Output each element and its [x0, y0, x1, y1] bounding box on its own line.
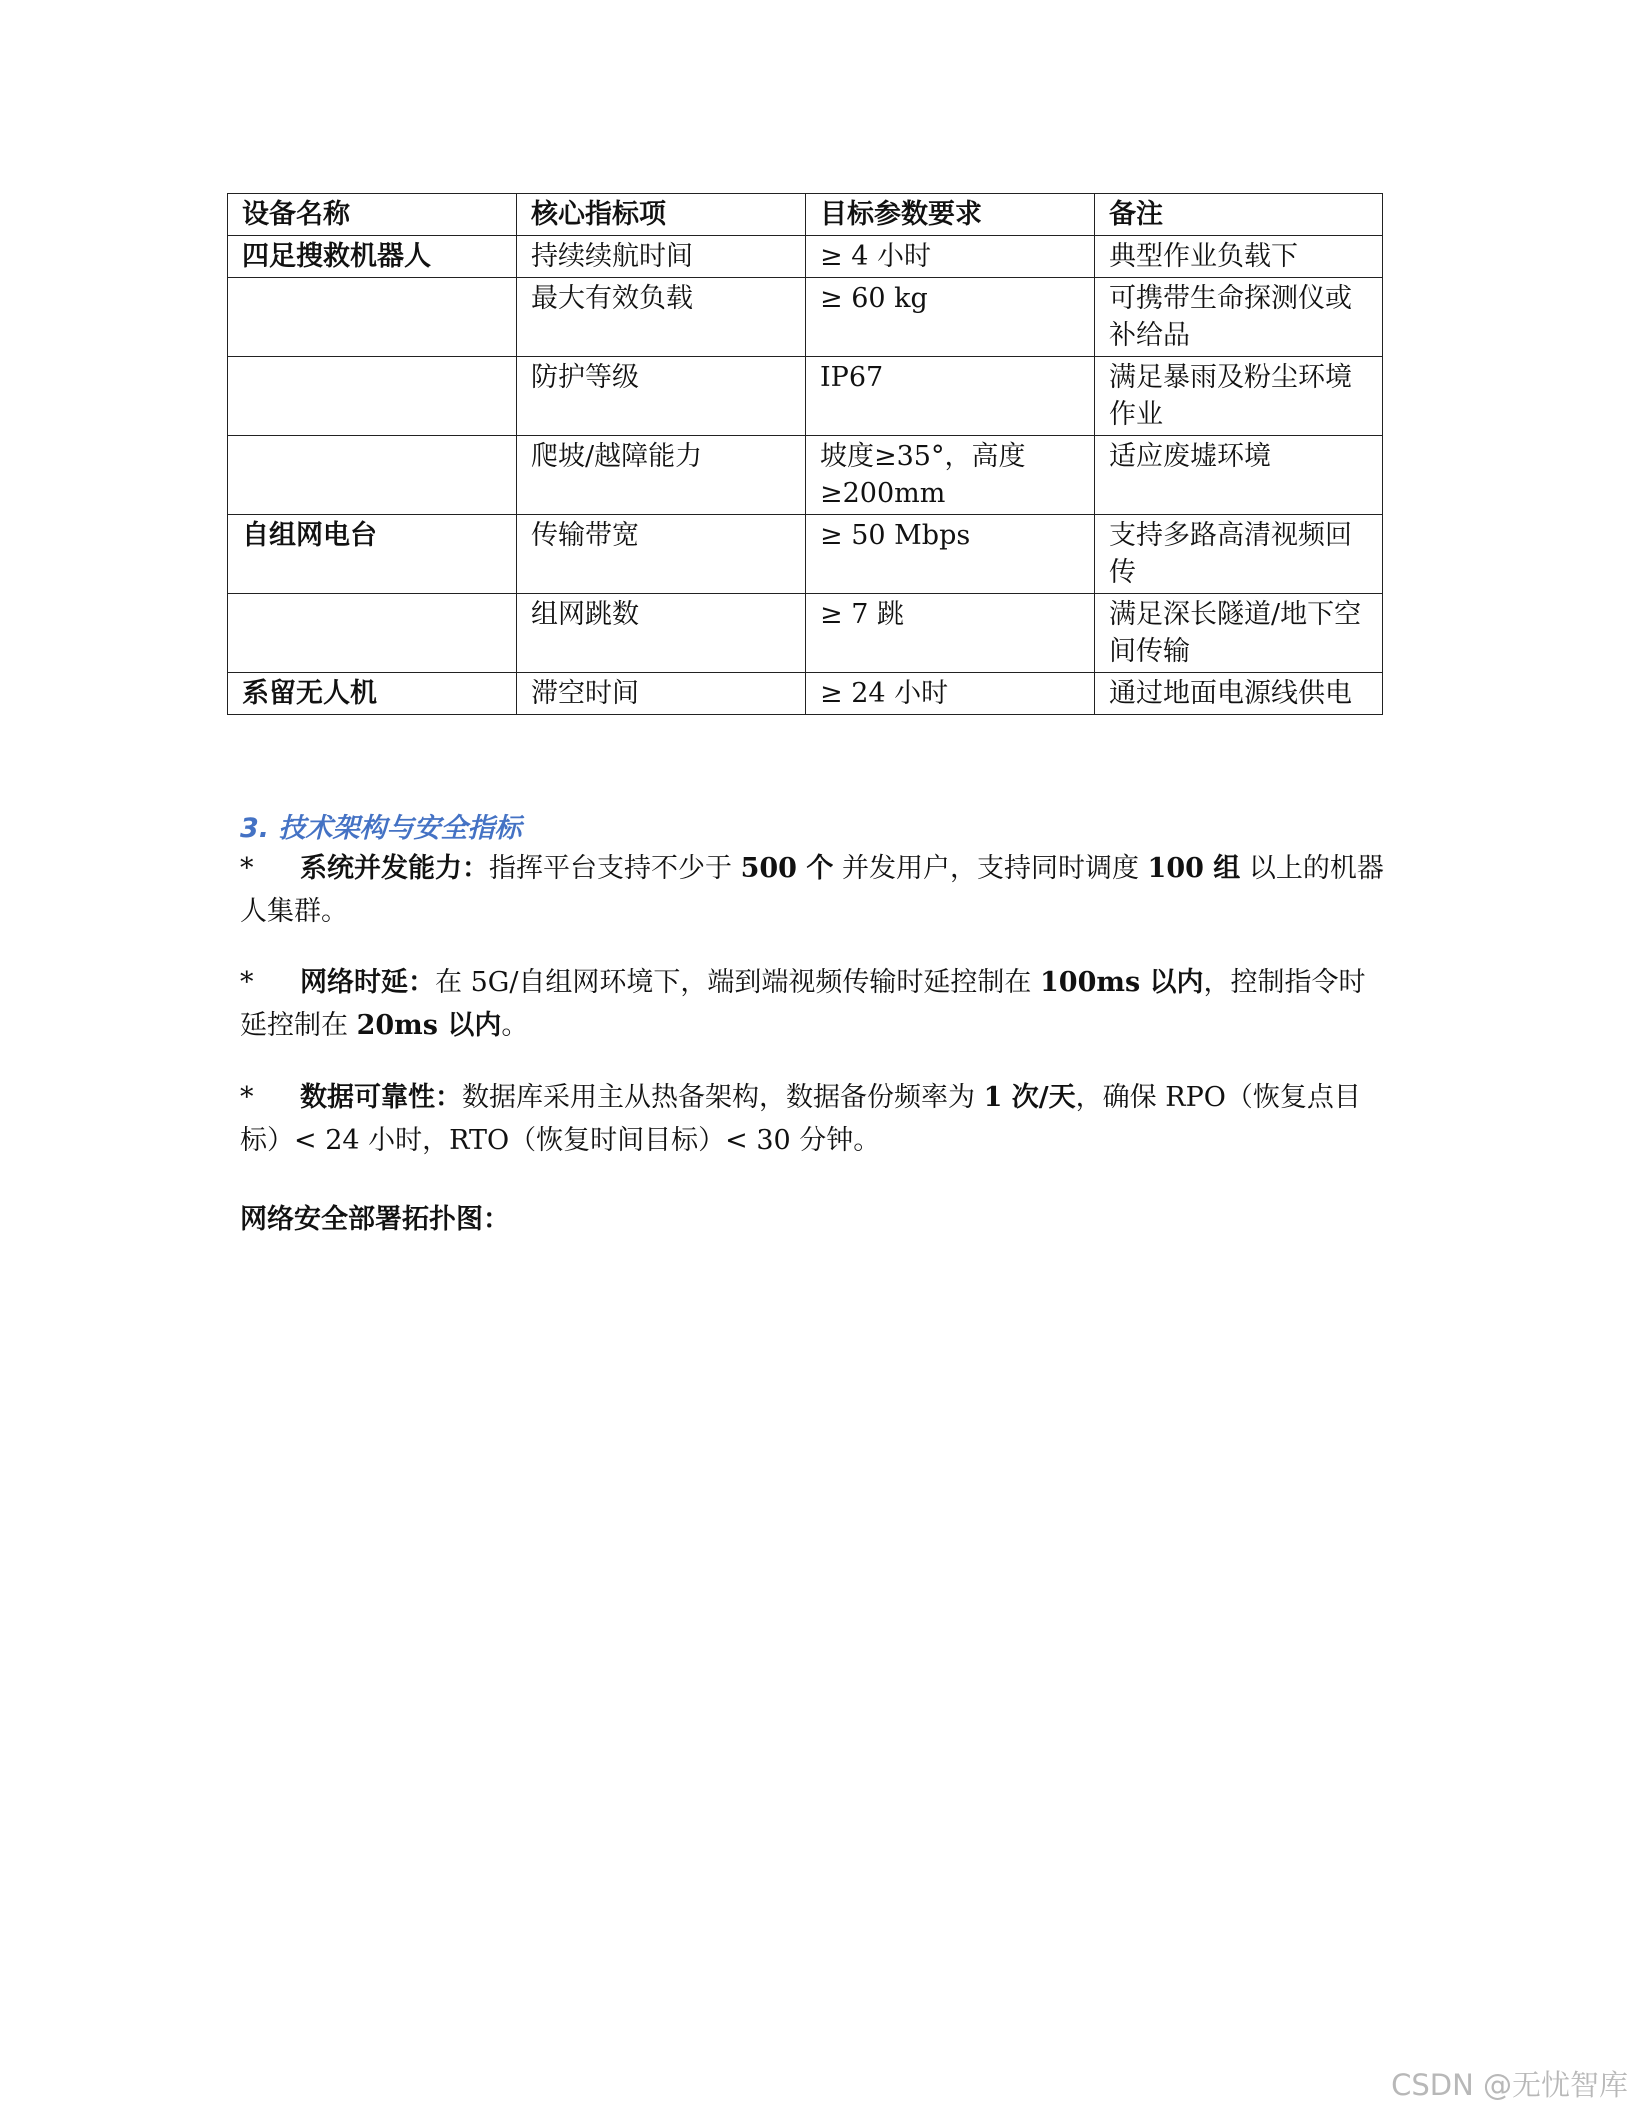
- bullet-text: 数据库采用主从热备架构，数据备份频率为: [462, 1082, 984, 1113]
- cell-target: ≥ 50 Mbps: [806, 515, 1095, 594]
- bullet-label: 系统并发能力：: [300, 853, 489, 884]
- bullet-emphasis: 100ms 以内: [1040, 967, 1204, 998]
- header-metric: 核心指标项: [517, 194, 806, 236]
- bullet-label: 网络时延：: [300, 967, 435, 998]
- table-row: [228, 515, 1383, 594]
- table-row: [228, 278, 1383, 357]
- bullet-text: 指挥平台支持不少于: [489, 853, 741, 884]
- cell-target: ≥ 24 小时: [806, 673, 1095, 715]
- cell-device: [228, 594, 517, 673]
- cell-note: 满足深长隧道/地下空间传输: [1095, 594, 1383, 673]
- cell-device: [228, 278, 517, 357]
- bullet-latency: [240, 961, 1390, 1047]
- cell-note: 典型作业负载下: [1095, 236, 1383, 278]
- bullet-emphasis: 1 次/天: [983, 1082, 1076, 1113]
- bullet-text: ，确保 RPO（恢复点目标）< 24 小时，RTO（恢复时间目标）< 30 分钟。: [240, 1082, 1361, 1156]
- bullet-text: ，控制指令时延控制在: [240, 967, 1366, 1041]
- diagram-caption: 网络安全部署拓扑图：: [240, 1204, 510, 1235]
- cell-metric: 持续续航时间: [517, 236, 806, 278]
- cell-note: 支持多路高清视频回传: [1095, 515, 1383, 594]
- header-note: 备注: [1095, 194, 1383, 236]
- cell-target: ≥ 7 跳: [806, 594, 1095, 673]
- cell-target: 坡度≥35°，高度≥200mm: [806, 436, 1095, 515]
- table-row: [228, 673, 1383, 715]
- equipment-spec-table: [227, 193, 1383, 715]
- bullet-emphasis: 500 个: [740, 853, 834, 884]
- bullet-concurrency: [240, 847, 1390, 933]
- header-device: 设备名称: [228, 194, 517, 236]
- table-header-row: [228, 194, 1383, 236]
- cell-device: [228, 436, 517, 515]
- table-row: [228, 594, 1383, 673]
- header-target: 目标参数要求: [806, 194, 1095, 236]
- cell-note: 可携带生命探测仪或补给品: [1095, 278, 1383, 357]
- cell-metric: 防护等级: [517, 357, 806, 436]
- cell-metric: 滞空时间: [517, 673, 806, 715]
- bullet-label: 数据可靠性：: [300, 1082, 462, 1113]
- bullet-emphasis: 100 组: [1147, 853, 1241, 884]
- cell-target: IP67: [806, 357, 1095, 436]
- cell-metric: 爬坡/越障能力: [517, 436, 806, 515]
- section-heading: 3. 技术架构与安全指标: [240, 813, 522, 844]
- cell-target: ≥ 4 小时: [806, 236, 1095, 278]
- bullet-symbol: *: [240, 967, 254, 998]
- cell-device: 四足搜救机器人: [228, 236, 517, 278]
- cell-device: [228, 357, 517, 436]
- cell-metric: 最大有效负载: [517, 278, 806, 357]
- bullet-symbol: *: [240, 1082, 254, 1113]
- cell-device: 自组网电台: [228, 515, 517, 594]
- bullet-symbol: *: [240, 853, 254, 884]
- table-row: [228, 236, 1383, 278]
- bullet-text: 在 5G/自组网环境下，端到端视频传输时延控制在: [435, 967, 1041, 998]
- bullet-text: 以上的机器人集群。: [240, 853, 1384, 927]
- cell-note: 通过地面电源线供电: [1095, 673, 1383, 715]
- bullet-text: 并发用户，支持同时调度: [833, 853, 1148, 884]
- watermark: CSDN @无忧智库: [1391, 2068, 1628, 2102]
- cell-note: 满足暴雨及粉尘环境作业: [1095, 357, 1383, 436]
- cell-note: 适应废墟环境: [1095, 436, 1383, 515]
- bullet-emphasis: 20ms 以内: [356, 1010, 502, 1041]
- bullet-text: 。: [501, 1010, 529, 1041]
- table-row: [228, 357, 1383, 436]
- cell-metric: 组网跳数: [517, 594, 806, 673]
- cell-metric: 传输带宽: [517, 515, 806, 594]
- cell-target: ≥ 60 kg: [806, 278, 1095, 357]
- table-row: [228, 436, 1383, 515]
- bullet-reliability: [240, 1076, 1390, 1162]
- cell-device: 系留无人机: [228, 673, 517, 715]
